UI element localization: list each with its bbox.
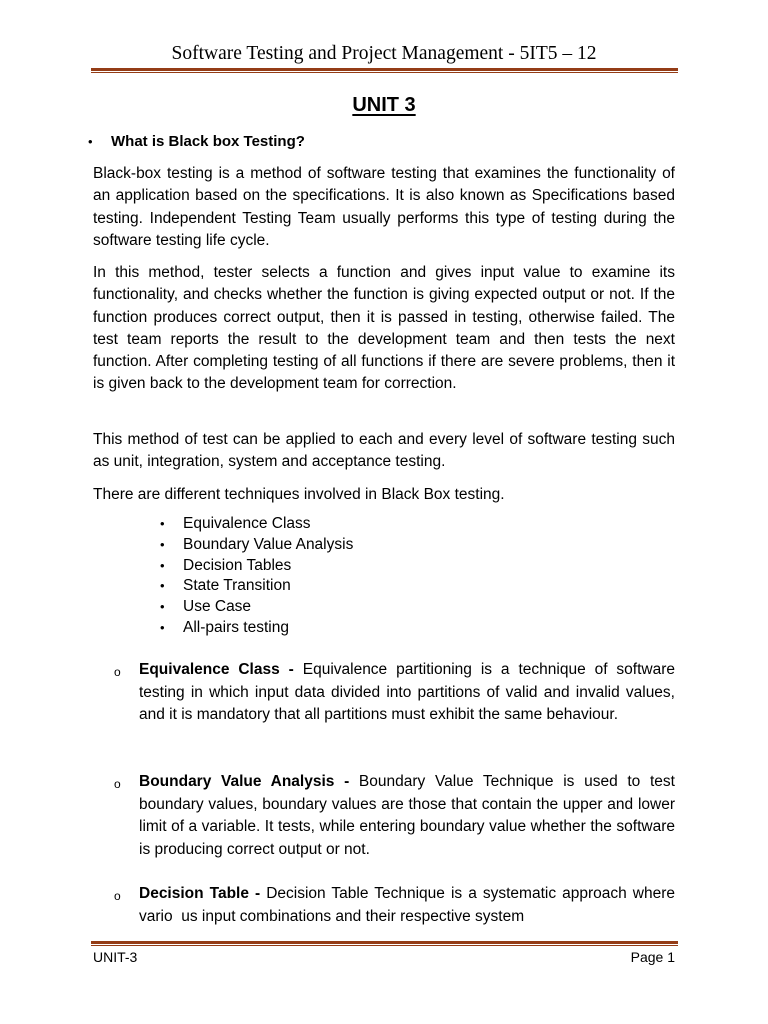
- list-item: • Use Case: [160, 597, 353, 618]
- footer-rule-thick: [91, 941, 678, 944]
- header-rule-thick: [91, 68, 678, 71]
- circle-bullet-icon: o: [114, 889, 121, 903]
- definition-term: Equivalence Class -: [139, 661, 294, 678]
- header-rule-thin: [91, 72, 678, 73]
- paragraph-techniques-intro: There are different techniques involved in Black Box testing.: [93, 486, 505, 503]
- footer-rule-thin: [91, 945, 678, 946]
- footer-unit-label: UNIT-3: [93, 949, 138, 965]
- paragraph-levels: This method of test can be applied to each and every level of software testing such as unit, integration, system and acceptance testing.: [93, 431, 675, 471]
- footer-page-number: Page 1: [630, 949, 675, 965]
- definition-term: Boundary Value Analysis -: [139, 773, 350, 790]
- list-item: • Boundary Value Analysis: [160, 535, 353, 556]
- list-item: • State Transition: [160, 576, 353, 597]
- list-item: • Equivalence Class: [160, 514, 353, 535]
- page-header-title: Software Testing and Project Management - 5IT5 – 12: [171, 43, 597, 64]
- definition-boundary-value-analysis: [110, 771, 675, 861]
- unit-title: UNIT 3: [352, 94, 416, 116]
- definition-decision-table: [110, 883, 675, 928]
- definition-equivalence-class: [110, 659, 675, 727]
- definition-text: Boundary Value Technique is used to test boundary values, boundary values are those that contain the upper and lower limit of a variable. It tests, while entering boundary value whether the software is producing correct output or not.: [139, 773, 675, 858]
- definition-text: Decision Table Technique is a systematic approach where vario us input combinations and their respective system: [139, 885, 675, 925]
- question-heading: What is Black box Testing?: [111, 133, 305, 150]
- definition-body: [139, 883, 675, 928]
- paragraph-definition: Black-box testing is a method of software testing that examines the functionality of an application based on the specifications. It is also known as Specifications based testing. Independent Testing Team usually performs this type of testing during the software testing life cycle.: [93, 165, 675, 249]
- techniques-list: [160, 514, 353, 639]
- circle-bullet-icon: o: [114, 665, 121, 679]
- definition-term: Decision Table -: [139, 885, 261, 902]
- definition-text: Equivalence partitioning is a technique of software testing in which input data divided into partitions of valid and invalid values, and it is mandatory that all partitions must exhibit the same behaviour.: [139, 661, 676, 723]
- definition-body: [139, 659, 675, 727]
- definition-body: [139, 771, 675, 861]
- circle-bullet-icon: o: [114, 777, 121, 791]
- question-bullet: •: [88, 134, 93, 149]
- paragraph-method: In this method, tester selects a function and gives input value to examine its functionality, and checks whether the function is giving expected output or not. If the function produces correct output, then it is passed in testing, otherwise failed. The test team reports the result to the development team and then tests the next function. After completing testing of all functions if there are severe problems, then it is given back to the development team for correction.: [93, 264, 675, 393]
- list-item: • Decision Tables: [160, 556, 353, 577]
- list-item: • All-pairs testing: [160, 618, 353, 639]
